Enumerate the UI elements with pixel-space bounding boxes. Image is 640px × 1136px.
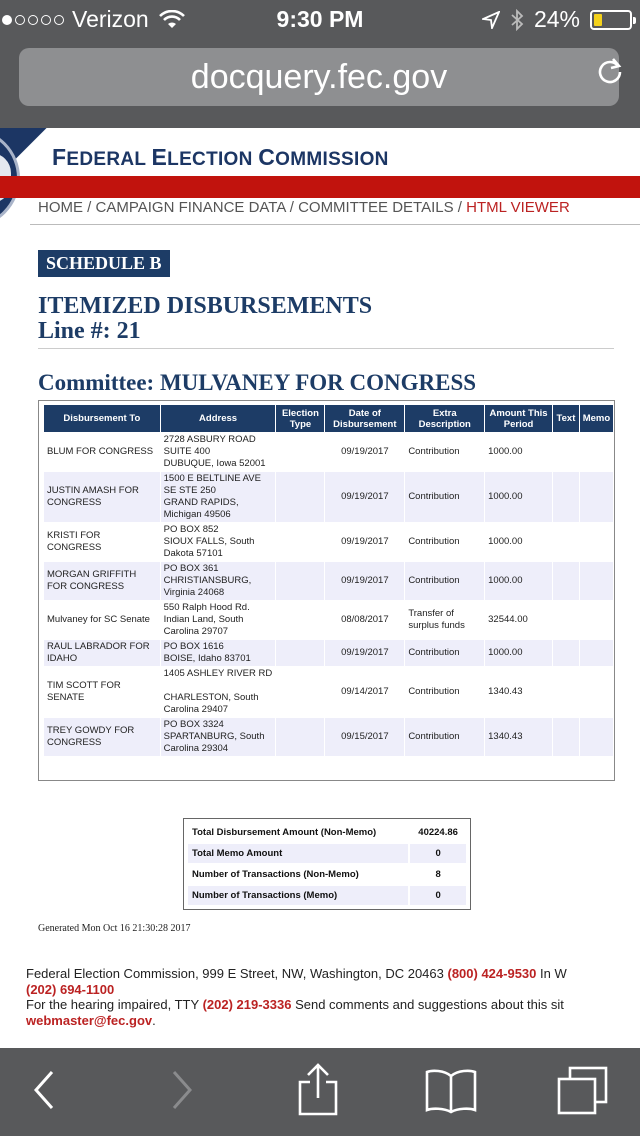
totals-row: [188, 886, 466, 905]
cell-election-type: [276, 601, 324, 639]
totals-table: [186, 821, 468, 907]
email-link[interactable]: webmaster@fec.gov: [26, 1012, 153, 1028]
table-header-row: [44, 405, 613, 432]
address-line: Indian Land, South: [163, 614, 244, 625]
totals-row: [188, 823, 466, 842]
address-line: SIOUX FALLS, South: [163, 536, 255, 547]
cell-election-type: [276, 640, 324, 666]
cell-disbursement-to: MORGAN GRIFFITH FOR CONGRESS: [44, 562, 160, 600]
disbursement-table-frame: [38, 400, 615, 781]
cell-election-type: [276, 562, 324, 600]
cell-disbursement-to: JUSTIN AMASH FOR CONGRESS: [44, 472, 160, 522]
header-red-bar: [0, 176, 640, 198]
cell-extra-description: Contribution: [405, 640, 484, 666]
site-footer: [26, 966, 567, 1028]
totals-value: 8: [435, 869, 441, 880]
address-line: 1405 ASHLEY RIVER RD: [163, 668, 273, 679]
table-row: [44, 562, 613, 600]
cell-text: [553, 433, 579, 471]
col-memo: Memo: [580, 405, 613, 432]
cell-amount: 1000.00: [485, 640, 552, 666]
footer-line-phone: [26, 982, 567, 998]
status-bar: [0, 0, 640, 40]
cell-election-type: [276, 718, 324, 756]
cell-extra-description: Contribution: [405, 562, 484, 600]
table-row: [44, 523, 613, 561]
address-line: PO BOX 1616: [163, 641, 224, 652]
col-extra-description: Extra Description: [405, 405, 484, 432]
phone-link-toll-free[interactable]: (800) 424-9530: [447, 966, 537, 981]
cell-disbursement-to: RAUL LABRADOR FOR IDAHO: [44, 640, 160, 666]
phone-link-tty[interactable]: (202) 219-3336: [202, 997, 292, 1012]
table-row: [44, 433, 613, 471]
cell-address: [161, 562, 276, 600]
totals-value: 0: [410, 844, 466, 863]
battery-icon: [590, 10, 632, 30]
totals-label: Number of Transactions (Memo): [188, 886, 408, 905]
breadcrumb-campaign-finance-data[interactable]: CAMPAIGN FINANCE DATA: [95, 199, 286, 216]
address-line: DUBUQUE, Iowa 52001: [163, 458, 266, 469]
cell-memo: [580, 562, 613, 600]
breadcrumb-home[interactable]: HOME: [38, 199, 83, 216]
col-election-type: Election Type: [276, 405, 324, 432]
clock: 9:30 PM: [276, 6, 364, 32]
breadcrumb-divider: [30, 224, 640, 225]
address-line: PO BOX 361: [163, 563, 219, 574]
cell-address: [161, 718, 276, 756]
address-line: GRAND RAPIDS,: [163, 497, 239, 508]
cell-memo: [580, 433, 613, 471]
cell-address: [161, 640, 276, 666]
col-date: Date of Disbursement: [325, 405, 404, 432]
cell-date: 09/14/2017: [325, 667, 404, 717]
cell-amount: 32544.00: [485, 601, 552, 639]
cell-amount: 1340.43: [485, 667, 552, 717]
totals-label: Number of Transactions (Non-Memo): [192, 869, 359, 880]
address-line: Carolina 29707: [163, 626, 229, 637]
totals-box: [183, 818, 471, 910]
cell-amount: 1000.00: [485, 433, 552, 471]
bookmarks-icon[interactable]: [424, 1066, 478, 1114]
col-address: Address: [161, 405, 276, 432]
url-field[interactable]: [19, 48, 619, 106]
page-title: [38, 294, 372, 344]
committee-name: Committee: MULVANEY FOR CONGRESS: [38, 370, 477, 395]
cell-memo: [580, 472, 613, 522]
title-divider: [38, 348, 614, 349]
address-line: Carolina 29407: [163, 704, 229, 715]
table-row: [44, 718, 613, 756]
cell-text: [553, 640, 579, 666]
cell-election-type: [276, 523, 324, 561]
address-line: 2728 ASBURY ROAD: [163, 434, 256, 445]
address-bar: [0, 40, 640, 128]
totals-row: [188, 865, 466, 884]
totals-row: [188, 844, 466, 863]
address-line: Michigan 49506: [163, 509, 231, 520]
cell-address: [161, 601, 276, 639]
cell-date: 09/19/2017: [325, 472, 404, 522]
address-line: BOISE, Idaho 83701: [163, 653, 251, 664]
cell-date: 09/15/2017: [325, 718, 404, 756]
generated-timestamp: Generated Mon Oct 16 21:30:28 2017: [38, 923, 191, 934]
address-line: SE STE 250: [163, 485, 216, 496]
address-line: SPARTANBURG, South: [163, 731, 265, 742]
cell-text: [553, 562, 579, 600]
cell-amount: 1000.00: [485, 562, 552, 600]
cell-text: [553, 667, 579, 717]
cell-memo: [580, 601, 613, 639]
address-line: PO BOX 852: [163, 524, 219, 535]
totals-value: 0: [410, 886, 466, 905]
battery-percent: 24%: [533, 6, 580, 32]
cell-disbursement-to: KRISTI FOR CONGRESS: [44, 523, 160, 561]
cell-address: [161, 472, 276, 522]
cell-extra-description: Contribution: [405, 667, 484, 717]
cell-amount: 1000.00: [485, 523, 552, 561]
col-text: Text: [553, 405, 579, 432]
address-line: PO BOX 3324: [163, 719, 224, 730]
address-line: 1500 E BELTLINE AVE: [163, 473, 261, 484]
address-line: CHARLESTON, South: [163, 692, 259, 703]
phone-link-local[interactable]: (202) 694-1100: [26, 981, 115, 997]
cell-election-type: [276, 667, 324, 717]
address-line: SUITE 400: [163, 446, 211, 457]
totals-label: Total Memo Amount: [188, 844, 408, 863]
cell-disbursement-to: Mulvaney for SC Senate: [44, 601, 160, 639]
cell-amount: 1000.00: [485, 472, 552, 522]
address-line: Dakota 57101: [163, 548, 223, 559]
cell-address: [161, 667, 276, 717]
url-text: docquery.fec.gov: [190, 57, 448, 96]
cell-date: 08/08/2017: [325, 601, 404, 639]
bluetooth-icon: [510, 9, 524, 31]
browser-toolbar: [0, 1048, 640, 1136]
table-row: [44, 472, 613, 522]
address-line: Carolina 29304: [163, 743, 229, 754]
tabs-icon[interactable]: [556, 1066, 610, 1116]
reload-icon[interactable]: [596, 56, 624, 84]
cell-text: [553, 601, 579, 639]
footer-line-tty: For the hearing impaired, TTY (202) 219-3336 Send comments and suggestions about this sit: [26, 997, 564, 1012]
table-row: [44, 601, 613, 639]
breadcrumb: HOME / CAMPAIGN FINANCE DATA / COMMITTEE DETAILS / HTML VIEWER: [38, 199, 570, 216]
table-row: [44, 640, 613, 666]
address-line: Virginia 24068: [163, 587, 225, 598]
col-disbursement-to: Disbursement To: [44, 405, 160, 432]
carrier-name: Verizon: [72, 6, 149, 32]
cell-text: [553, 472, 579, 522]
address-line: 550 Ralph Hood Rd.: [163, 602, 250, 613]
disbursement-table: [43, 404, 614, 757]
cell-text: [553, 718, 579, 756]
location-arrow-icon: [482, 11, 500, 29]
site-title[interactable]: FEDERAL ELECTION COMMISSION: [52, 144, 389, 170]
cell-memo: [580, 667, 613, 717]
cell-extra-description: Transfer of surplus funds: [405, 601, 484, 639]
forward-icon[interactable]: [168, 1068, 196, 1112]
cell-election-type: [276, 472, 324, 522]
cell-date: 09/19/2017: [325, 523, 404, 561]
cell-date: 09/19/2017: [325, 562, 404, 600]
cell-address: [161, 433, 276, 471]
cell-memo: [580, 523, 613, 561]
table-row: [44, 667, 613, 717]
totals-value: 40224.86: [418, 827, 458, 838]
totals-label: Total Disbursement Amount (Non-Memo): [192, 827, 377, 838]
cell-text: [553, 523, 579, 561]
cell-amount: 1340.43: [485, 718, 552, 756]
address-line: CHRISTIANSBURG,: [163, 575, 252, 586]
page-title-line1: ITEMIZED DISBURSEMENTS: [38, 293, 373, 319]
cell-extra-description: Contribution: [405, 718, 484, 756]
footer-line-address: Federal Election Commission, 999 E Street, NW, Washington, DC 20463 (800) 424-9530 In W: [26, 966, 567, 981]
cell-disbursement-to: BLUM FOR CONGRESS: [44, 433, 160, 471]
cell-memo: [580, 640, 613, 666]
cell-disbursement-to: TIM SCOTT FOR SENATE: [44, 667, 160, 717]
schedule-label: SCHEDULE B: [38, 250, 170, 277]
cell-extra-description: Contribution: [405, 433, 484, 471]
col-amount: Amount This Period: [485, 405, 552, 432]
cell-date: 09/19/2017: [325, 640, 404, 666]
address-line: [164, 680, 273, 692]
cell-disbursement-to: TREY GOWDY FOR CONGRESS: [44, 718, 160, 756]
cell-address: [161, 523, 276, 561]
cell-election-type: [276, 433, 324, 471]
cell-extra-description: Contribution: [405, 523, 484, 561]
breadcrumb-html-viewer[interactable]: HTML VIEWER: [466, 199, 570, 216]
share-icon[interactable]: [296, 1062, 340, 1118]
breadcrumb-committee-details[interactable]: COMMITTEE DETAILS: [298, 199, 454, 216]
footer-line-email: webmaster@fec.gov.: [26, 1012, 156, 1028]
cell-extra-description: Contribution: [405, 472, 484, 522]
back-icon[interactable]: [30, 1068, 58, 1112]
cell-date: 09/19/2017: [325, 433, 404, 471]
line-number: Line #: 21: [38, 318, 141, 344]
cell-memo: [580, 718, 613, 756]
